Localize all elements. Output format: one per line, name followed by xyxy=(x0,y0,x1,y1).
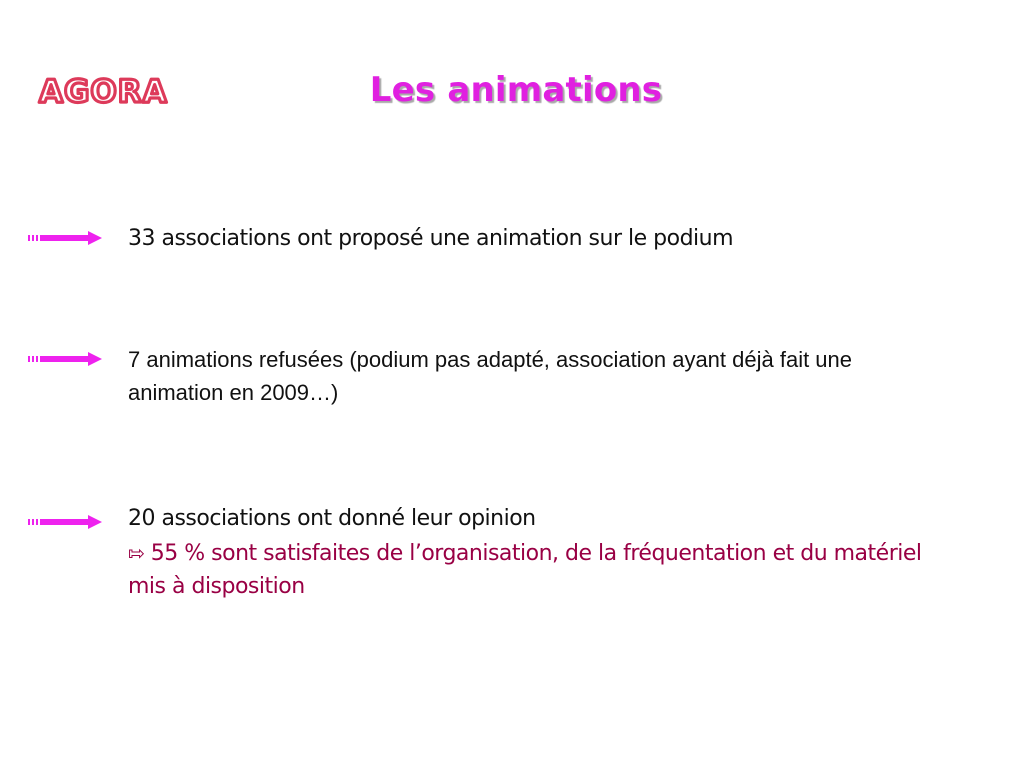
bullet-text: 33 associations ont proposé une animation sur le podium xyxy=(128,226,734,251)
sub-bullet xyxy=(128,537,958,603)
sub-bullet-text: 55 % sont satisfaites de l’organisation, de la fréquentation et du matériel mis à disposition xyxy=(128,541,922,599)
double-arrow-icon: ⇰ xyxy=(128,541,145,565)
page-title: Les animations xyxy=(369,70,663,110)
arrow-right-icon xyxy=(28,230,106,246)
arrow-right-icon xyxy=(28,514,106,530)
bullet-text-group xyxy=(128,502,958,603)
arrow-right-icon xyxy=(28,351,106,367)
bullet-text: 20 associations ont donné leur opinion xyxy=(128,506,536,531)
bullet-text: 7 animations refusées (podium pas adapté, association ayant déjà fait une animation en 2009…) xyxy=(128,347,853,405)
logo-lettering: AGORA xyxy=(39,74,168,110)
